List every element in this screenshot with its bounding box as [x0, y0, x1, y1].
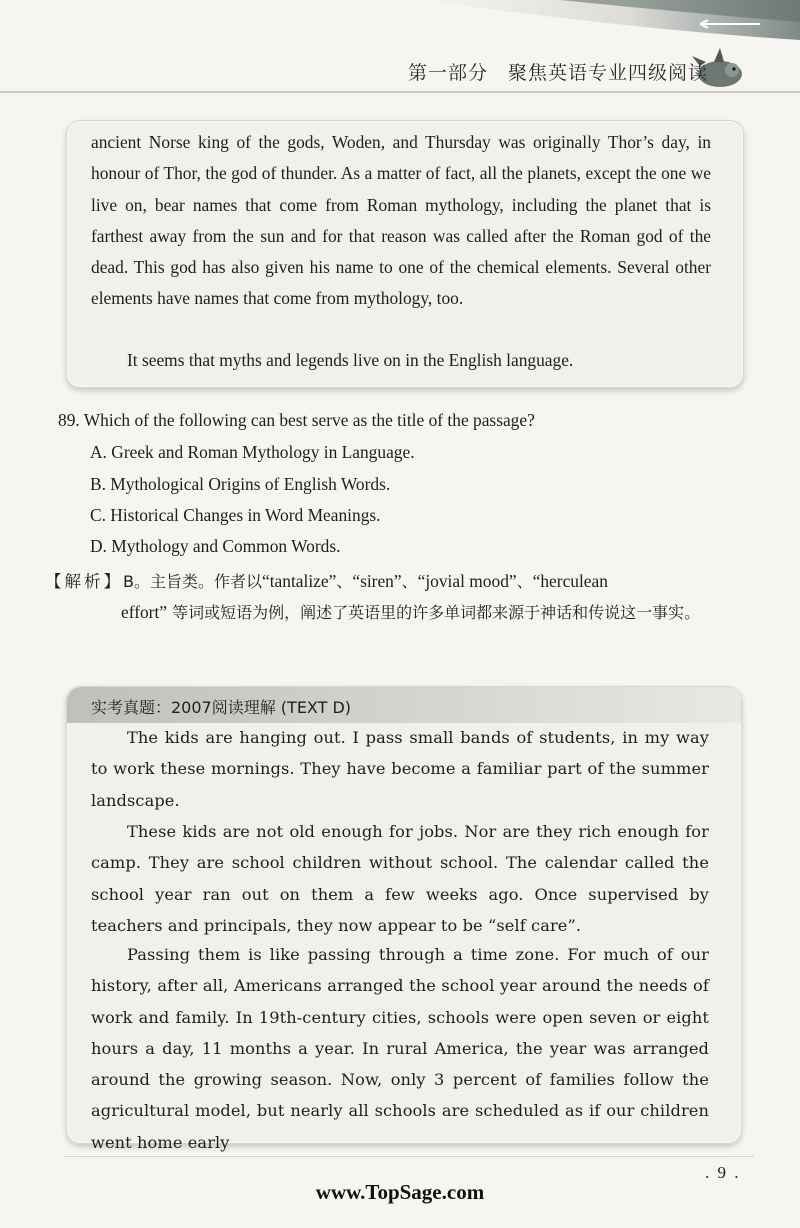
explanation-term: “tantalize”	[261, 571, 337, 591]
passage-paragraph: ancient Norse king of the gods, Woden, and Thursday was originally Thor’s day, in honour of Thor, the god of thunder. As a matter of fact, all the planets, except the one we live on, bear names that come from Roman mythology, including the planet that is farthest away from the sun and for that reason was called after the Roman god of the dead. This god has also given his name to one of the chemical elements. Several other elements have names that come from mythology, too.	[91, 132, 711, 309]
explanation-text: 等词或短语为例，阐述了英语里的许多单词都来源于神话和传说这一事实。	[167, 603, 701, 622]
explanation-tag: 【解析】	[45, 572, 123, 591]
exam-paragraph: Passing them is like passing through a time zone. For much of our history, after all, Americans arranged the school year around the needs of work and family. In 19th-century cities, schools were open seven or eight hours a day, 11 months a year. In rural America, the year was arranged around the growing season. Now, only 3 percent of families follow the agricultural model, but nearly all schools are scheduled as if our children went home early	[91, 945, 709, 1152]
explanation-separator: 、	[336, 572, 353, 591]
option-d: D. Mythology and Common Words.	[90, 536, 341, 556]
option-c: C. Historical Changes in Word Meanings.	[90, 505, 381, 525]
passage-paragraph: It seems that myths and legends live on in the English language.	[127, 350, 574, 370]
explanation-term: effort”	[121, 602, 168, 622]
explanation-separator: 、	[401, 572, 418, 591]
explanation-term: “herculean	[532, 571, 608, 591]
explanation-answer: B。主旨类。作者以	[123, 572, 262, 591]
explanation-separator: 、	[516, 572, 533, 591]
header-band	[0, 0, 800, 92]
exam-box-header	[67, 687, 741, 723]
page-number: . 9 .	[705, 1163, 741, 1182]
explanation-term: “jovial mood”	[417, 571, 517, 591]
exam-box-label: 实考真题：2007阅读理解 (TEXT D)	[91, 698, 352, 717]
explanation	[45, 566, 745, 628]
explanation-continued	[45, 597, 745, 628]
exam-paragraph: The kids are hanging out. I pass small bands of students, in my way to work these mornings. They have become a familiar part of the summer landscape.	[91, 728, 709, 810]
option-b: B. Mythological Origins of English Words.	[90, 474, 391, 494]
section-title: 第一部分 聚焦英语专业四级阅读	[408, 62, 709, 84]
exam-paragraph: These kids are not old enough for jobs. Nor are they rich enough for camp. They are school children without school. The calendar called the school year ran out on them a few weeks ago. Once supervised by teachers and principals, they now appear to be “self care”.	[91, 822, 709, 935]
header-divider	[0, 91, 800, 93]
footer-divider	[64, 1156, 754, 1157]
explanation-term: “siren”	[352, 571, 402, 591]
footer-url: www.TopSage.com	[315, 1180, 485, 1204]
question-stem: 89. Which of the following can best serve as the title of the passage?	[58, 410, 535, 430]
option-a: A. Greek and Roman Mythology in Language.	[90, 442, 415, 462]
